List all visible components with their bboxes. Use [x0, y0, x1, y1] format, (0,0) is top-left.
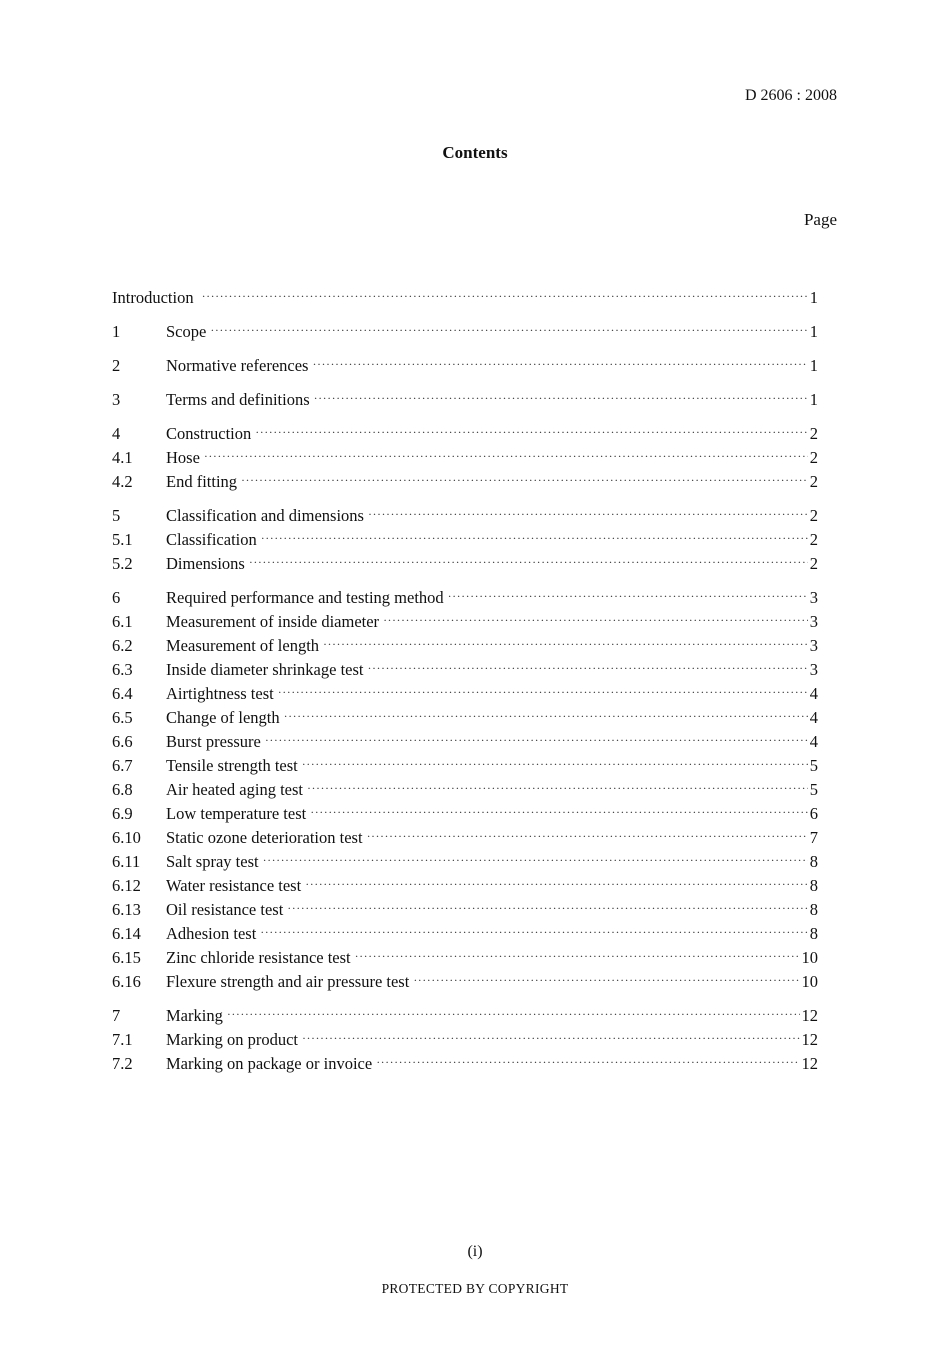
toc-entry-page: 3: [809, 636, 818, 655]
toc-entry: [112, 944, 818, 968]
toc-entry-title: Measurement of inside diameter: [166, 612, 380, 631]
toc-entry-title: Terms and definitions: [166, 390, 310, 409]
toc-entry-title: Salt spray test: [166, 852, 259, 871]
toc-entry: [112, 1026, 818, 1050]
toc-dot-leader: [323, 632, 808, 656]
toc-entry-page: 7: [809, 828, 818, 847]
toc-entry-number: 6.1: [112, 612, 133, 631]
toc-entry-number: 6.10: [112, 828, 141, 847]
toc-entry-page: 1: [809, 322, 818, 341]
toc-entry-number: 6.13: [112, 900, 141, 919]
toc-entry: [112, 896, 818, 920]
toc-dot-leader: [204, 444, 808, 468]
toc-entry-number: 6.4: [112, 684, 133, 703]
toc-dot-leader: [260, 920, 807, 944]
page-column-label: Page: [803, 210, 837, 229]
toc-entry-title: Inside diameter shrinkage test: [166, 660, 364, 679]
toc-entry: [112, 752, 818, 776]
toc-entry-page: 10: [801, 972, 818, 991]
toc-dot-leader: [307, 776, 808, 800]
toc-dot-leader: [284, 704, 808, 728]
toc-dot-leader: [255, 420, 808, 444]
toc-entry-page: 5: [809, 756, 818, 775]
toc-entry-page: 2: [809, 554, 818, 573]
toc-entry-page: 12: [801, 1054, 818, 1073]
contents-title: Contents: [442, 143, 508, 162]
toc-dot-leader: [312, 352, 807, 376]
toc-entry: [112, 526, 818, 550]
toc-entry-number: 6.16: [112, 972, 141, 991]
toc-entry-title: Introduction: [112, 288, 194, 307]
toc-entry-title: Dimensions: [166, 554, 245, 573]
toc-entry-title: Classification: [166, 530, 257, 549]
toc-entry-number: 6.14: [112, 924, 141, 943]
toc-entry-title: Low temperature test: [166, 804, 307, 823]
toc-entry-number: 6.5: [112, 708, 133, 727]
toc-entry-number: 6.6: [112, 732, 133, 751]
toc-entry-page: 2: [809, 530, 818, 549]
toc-dot-leader: [249, 550, 808, 574]
toc-entry-page: 3: [809, 612, 818, 631]
toc-entry: [112, 704, 818, 728]
toc-entry-title: Marking on product: [166, 1030, 298, 1049]
toc-dot-leader: [376, 1050, 799, 1074]
toc-entry-page: 2: [809, 472, 818, 491]
toc-entry: [112, 420, 818, 444]
toc-entry-page: 1: [809, 288, 818, 307]
toc-entry-title: Classification and dimensions: [166, 506, 364, 525]
toc-entry: [112, 502, 818, 526]
toc-entry-title: Static ozone deterioration test: [166, 828, 363, 847]
toc-entry-number: 6.2: [112, 636, 133, 655]
toc-dot-leader: [302, 752, 808, 776]
toc-dot-leader: [210, 318, 807, 342]
toc-dot-leader: [263, 848, 808, 872]
toc-entry-title: Zinc chloride resistance test: [166, 948, 351, 967]
toc-dot-leader: [355, 944, 800, 968]
toc-entry-page: 3: [809, 660, 818, 679]
toc-entry: [112, 584, 818, 608]
toc-entry-title: Water resistance test: [166, 876, 302, 895]
toc-entry: [112, 352, 818, 376]
toc-entry-number: 5.2: [112, 554, 133, 573]
toc-entry-number: 6.7: [112, 756, 133, 775]
toc-entry-number: 7.1: [112, 1030, 133, 1049]
page-folio: (i): [467, 1243, 483, 1260]
toc-dot-leader: [367, 656, 807, 680]
toc-entry: [112, 776, 818, 800]
toc-entry-number: 7.2: [112, 1054, 133, 1073]
toc-entry-title: Change of length: [166, 708, 280, 727]
toc-entry: [112, 318, 818, 342]
toc-entry: [112, 920, 818, 944]
toc-entry-title: Burst pressure: [166, 732, 261, 751]
toc-entry-title: Hose: [166, 448, 200, 467]
toc-entry: [112, 728, 818, 752]
toc-entry-title: Air heated aging test: [166, 780, 303, 799]
toc-entry-page: 2: [809, 424, 818, 443]
toc-entry-number: 6.9: [112, 804, 133, 823]
toc-entry-title: Scope: [166, 322, 207, 341]
toc-entry-number: 6.8: [112, 780, 133, 799]
toc-dot-leader: [305, 872, 808, 896]
toc-entry-title: Airtightness test: [166, 684, 274, 703]
toc-entry: [112, 824, 818, 848]
toc-dot-leader: [368, 502, 808, 526]
toc-entry: [112, 968, 818, 992]
toc-entry-number: 7: [112, 1006, 121, 1025]
toc-entry-title: Marking: [166, 1006, 223, 1025]
toc-entry-page: 8: [809, 852, 818, 871]
toc-entry-title: Tensile strength test: [166, 756, 298, 775]
toc-entry: [112, 800, 818, 824]
toc-dot-leader: [448, 584, 808, 608]
toc-entry-number: 5: [112, 506, 121, 525]
toc-entry-page: 2: [809, 506, 818, 525]
toc-dot-leader: [202, 284, 808, 308]
toc-dot-leader: [227, 1002, 800, 1026]
toc-entry-page: 8: [809, 876, 818, 895]
toc-entry-page: 2: [809, 448, 818, 467]
toc-entry-page: 5: [809, 780, 818, 799]
toc-entry-page: 4: [809, 684, 818, 703]
toc-dot-leader: [367, 824, 808, 848]
toc-entry-number: 4.2: [112, 472, 133, 491]
toc-dot-leader: [302, 1026, 800, 1050]
toc-entry-page: 8: [809, 900, 818, 919]
toc-dot-leader: [383, 608, 808, 632]
toc-entry-page: 4: [809, 708, 818, 727]
document-code: D 2606 : 2008: [745, 87, 837, 104]
toc-entry-title: Normative references: [166, 356, 309, 375]
toc-entry: [112, 848, 818, 872]
toc-entry-title: Required performance and testing method: [166, 588, 444, 607]
toc-entry-page: 3: [809, 588, 818, 607]
table-of-contents: [112, 284, 818, 1074]
toc-entry: [112, 680, 818, 704]
toc-entry-number: 4.1: [112, 448, 133, 467]
toc-entry-title: Adhesion test: [166, 924, 257, 943]
toc-entry-title: Measurement of length: [166, 636, 320, 655]
toc-entry: [112, 872, 818, 896]
toc-entry-page: 12: [801, 1030, 818, 1049]
toc-entry: [112, 1002, 818, 1026]
toc-dot-leader: [314, 386, 808, 410]
toc-entry-number: 6: [112, 588, 121, 607]
toc-entry-number: 6.15: [112, 948, 141, 967]
toc-entry-number: 6.12: [112, 876, 141, 895]
toc-entry-page: 6: [809, 804, 818, 823]
toc-entry-title: Flexure strength and air pressure test: [166, 972, 410, 991]
toc-dot-leader: [241, 468, 808, 492]
toc-entry: [112, 468, 818, 492]
toc-entry-page: 1: [809, 390, 818, 409]
toc-entry: [112, 656, 818, 680]
toc-entry-title: Marking on package or invoice: [166, 1054, 373, 1073]
toc-entry: [112, 608, 818, 632]
toc-dot-leader: [265, 728, 808, 752]
toc-dot-leader: [278, 680, 808, 704]
toc-dot-leader: [261, 526, 808, 550]
toc-entry-number: 6.3: [112, 660, 133, 679]
toc-entry-number: 4: [112, 424, 121, 443]
toc-entry-number: 2: [112, 356, 121, 375]
toc-entry: [112, 386, 818, 410]
toc-dot-leader: [287, 896, 807, 920]
toc-entry: [112, 284, 818, 308]
toc-entry-number: 3: [112, 390, 121, 409]
toc-entry: [112, 1050, 818, 1074]
toc-dot-leader: [310, 800, 808, 824]
toc-entry-title: Oil resistance test: [166, 900, 284, 919]
toc-entry-page: 12: [801, 1006, 818, 1025]
toc-entry-title: Construction: [166, 424, 252, 443]
toc-entry: [112, 632, 818, 656]
toc-entry-page: 10: [801, 948, 818, 967]
toc-entry-number: 5.1: [112, 530, 133, 549]
toc-entry-number: 6.11: [112, 852, 141, 871]
copyright-notice: PROTECTED BY COPYRIGHT: [381, 1281, 569, 1296]
toc-entry-title: End fitting: [166, 472, 238, 491]
toc-entry-page: 8: [809, 924, 818, 943]
toc-entry: [112, 444, 818, 468]
toc-entry-page: 4: [809, 732, 818, 751]
toc-entry-number: 1: [112, 322, 121, 341]
toc-entry-page: 1: [809, 356, 818, 375]
toc-entry: [112, 550, 818, 574]
toc-dot-leader: [413, 968, 799, 992]
